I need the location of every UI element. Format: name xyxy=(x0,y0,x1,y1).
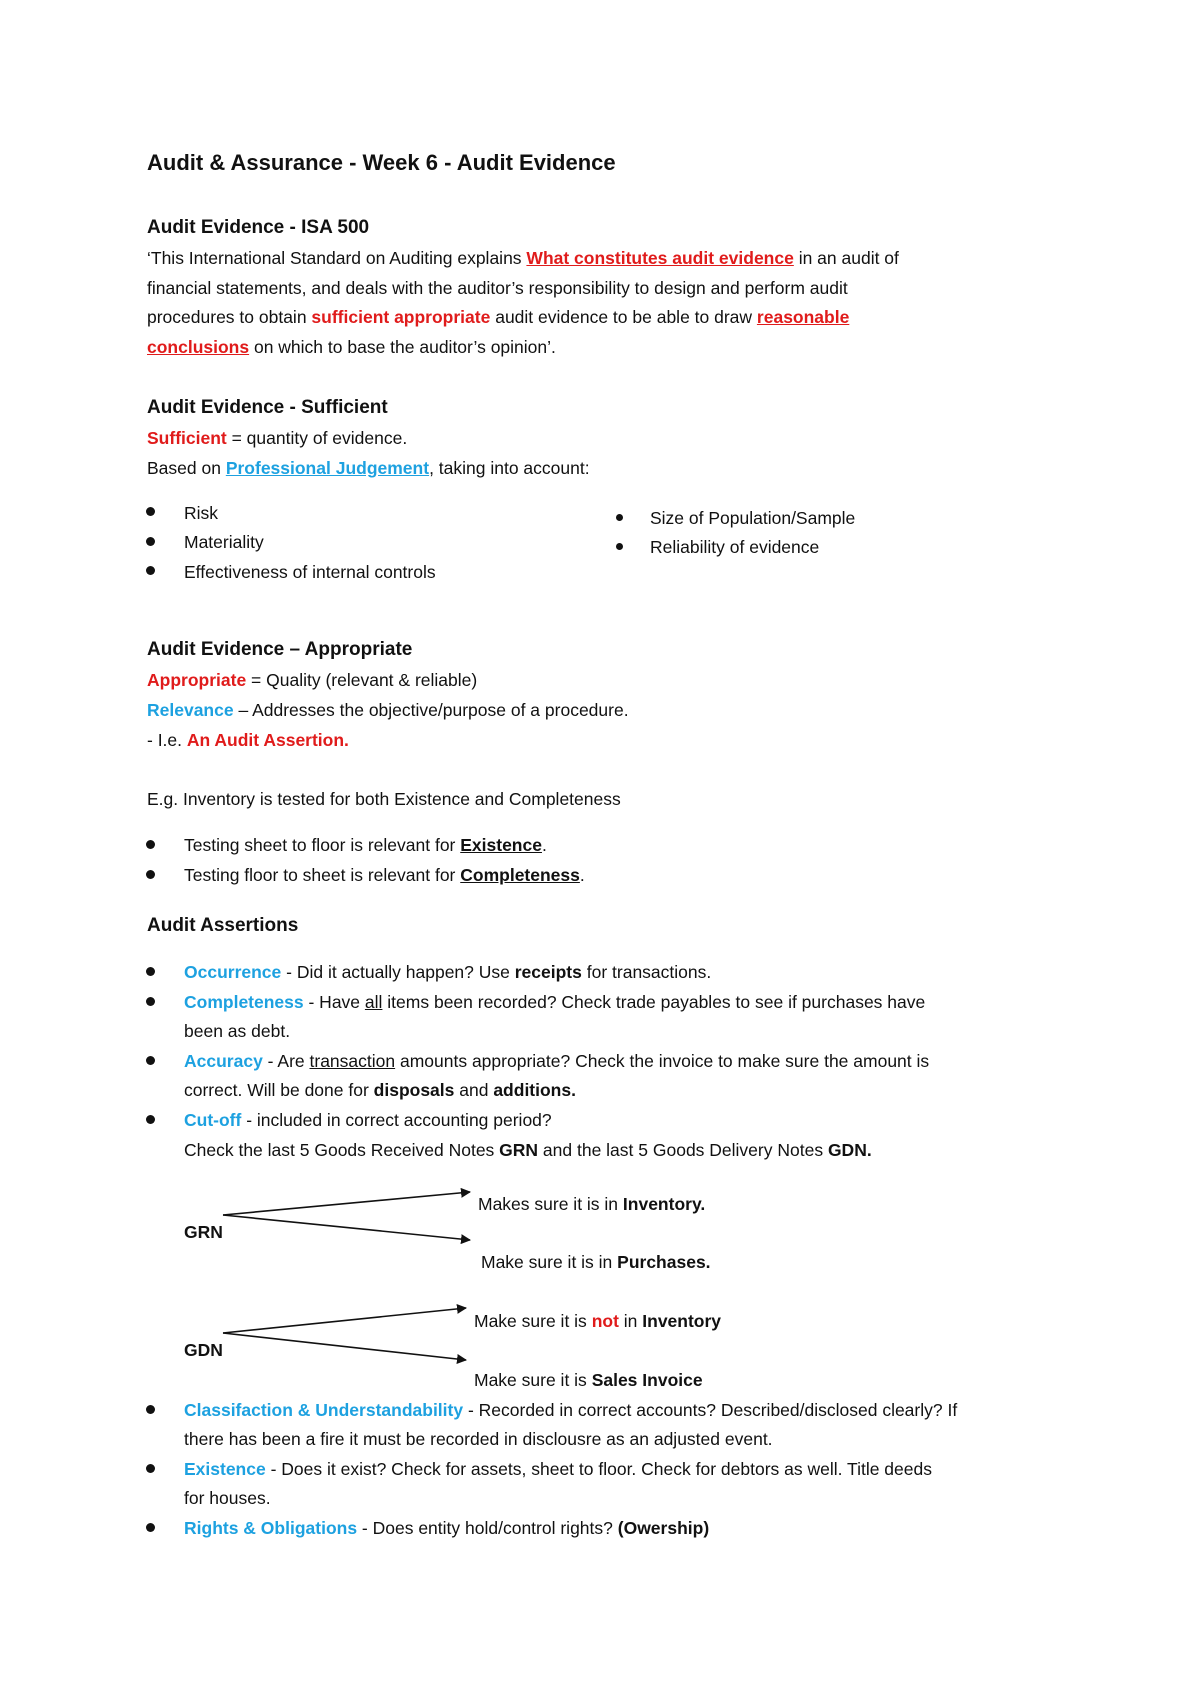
isa-highlight: sufficient appropriate xyxy=(311,307,491,327)
professional-judgement-link: Professional Judgement xyxy=(225,458,430,478)
gdn-sales-note xyxy=(474,1366,703,1396)
grn-inventory-note xyxy=(478,1190,705,1220)
isa-text: audit evidence to be able to draw xyxy=(490,307,757,327)
grn-arrow-bottom xyxy=(223,1215,470,1240)
sufficient-text: Based on xyxy=(147,458,226,478)
assertion-bold: GDN. xyxy=(827,1140,872,1160)
assertion-term: Occurrence xyxy=(184,962,282,982)
factor-reliability: Reliability of evidence xyxy=(650,537,820,557)
isa-highlight: reasonable xyxy=(756,307,850,327)
bullet-icon xyxy=(146,1405,155,1414)
assertion-text: items been recorded? Check trade payables to see if purchases have xyxy=(382,992,926,1012)
assertion-classification-cont: there has been a fire it must be recorded in disclousre as an adjusted event. xyxy=(184,1429,773,1449)
test-text: . xyxy=(579,865,585,885)
relevance-text: – Addresses the objective/purpose of a procedure. xyxy=(233,700,629,720)
assertion-term: Accuracy xyxy=(184,1051,263,1071)
sufficient-text: , taking into account: xyxy=(429,458,590,478)
test-text: Testing sheet to floor is relevant for xyxy=(184,835,461,855)
factor-risk: Risk xyxy=(184,503,219,523)
completeness-term: Completeness xyxy=(460,865,580,885)
assertion-bold: additions. xyxy=(493,1080,576,1100)
bullet-icon xyxy=(146,1523,155,1532)
assertion-existence xyxy=(184,1455,932,1485)
diagram-text: Make sure it is xyxy=(474,1370,592,1390)
grn-purchases-note xyxy=(481,1248,711,1278)
assertions-heading: Audit Assertions xyxy=(147,915,299,936)
relevance-term: Relevance xyxy=(147,700,234,720)
isa-text: ‘This International Standard on Auditing explains xyxy=(147,248,527,268)
assertion-text: and xyxy=(454,1080,494,1100)
isa-highlight: conclusions xyxy=(147,337,250,357)
sufficient-heading: Audit Evidence - Sufficient xyxy=(147,397,388,418)
diagram-bold: Inventory xyxy=(642,1311,722,1331)
audit-assertion-term: An Audit Assertion. xyxy=(186,730,349,750)
assertion-underline: all xyxy=(364,992,383,1012)
assertion-text: - Recorded in correct accounts? Described/disclosed clearly? If xyxy=(463,1400,958,1420)
example-line: E.g. Inventory is tested for both Existence and Completeness xyxy=(147,789,621,809)
assertion-rights-obligations xyxy=(184,1514,709,1544)
bullet-icon xyxy=(146,1464,155,1473)
grn-label: GRN xyxy=(184,1222,223,1242)
assertion-classification xyxy=(184,1396,957,1426)
assertion-text: and the last 5 Goods Delivery Notes xyxy=(538,1140,828,1160)
assertion-term: Classifaction & Understandability xyxy=(184,1400,464,1420)
factor-materiality: Materiality xyxy=(184,532,264,552)
assertion-existence-cont: for houses. xyxy=(184,1488,271,1508)
assertion-text: - Does it exist? Check for assets, sheet to floor. Check for debtors as well. Title deeds xyxy=(265,1459,932,1479)
assertion-bold: GRN xyxy=(499,1140,539,1160)
page-title: Audit & Assurance - Week 6 - Audit Evidence xyxy=(147,150,616,175)
assertion-text: - Did it actually happen? Use xyxy=(281,962,515,982)
gdn-arrow-top xyxy=(223,1308,466,1333)
assertion-underline: transaction xyxy=(309,1051,396,1071)
existence-term: Existence xyxy=(460,835,542,855)
diagram-bold: Inventory. xyxy=(622,1194,706,1214)
assertion-text: Check the last 5 Goods Received Notes xyxy=(184,1140,500,1160)
isa-line-2: financial statements, and deals with the auditor’s responsibility to design and perform audit xyxy=(147,278,848,298)
diagram-text: Make sure it is xyxy=(474,1311,592,1331)
isa-text: on which to base the auditor’s opinion’. xyxy=(249,337,556,357)
sufficient-text: = quantity of evidence. xyxy=(226,428,408,448)
assertion-text: for transactions. xyxy=(581,962,712,982)
assertion-term: Existence xyxy=(184,1459,266,1479)
appropriate-term: Appropriate xyxy=(147,670,247,690)
isa-text: in an audit of xyxy=(793,248,899,268)
assertion-term: Completeness xyxy=(184,992,304,1012)
assertion-text: - included in correct accounting period? xyxy=(241,1110,552,1130)
isa-heading: Audit Evidence - ISA 500 xyxy=(147,217,370,238)
diagram-text: Make sure it is in xyxy=(481,1252,618,1272)
assertion-text: - Does entity hold/control rights? xyxy=(357,1518,618,1538)
assertion-term: Cut-off xyxy=(184,1110,242,1130)
assertion-completeness-cont: been as debt. xyxy=(184,1021,291,1041)
diagram-bold: Purchases. xyxy=(617,1252,711,1272)
diagram-bold: Sales Invoice xyxy=(591,1370,703,1390)
appropriate-text: = Quality (relevant & reliable) xyxy=(246,670,478,690)
diagram-text: in xyxy=(618,1311,643,1331)
appropriate-heading: Audit Evidence – Appropriate xyxy=(147,639,413,660)
assertion-bold: (Owership) xyxy=(617,1518,710,1538)
assertion-text: - Have xyxy=(303,992,365,1012)
test-text: . xyxy=(541,835,547,855)
diagram-red: not xyxy=(591,1311,619,1331)
assertion-bold: disposals xyxy=(373,1080,455,1100)
assertion-text: - Are xyxy=(262,1051,310,1071)
gdn-label: GDN xyxy=(184,1340,223,1360)
ie-text: - I.e. xyxy=(147,730,187,750)
factor-internal-controls: Effectiveness of internal controls xyxy=(184,562,436,582)
gdn-arrow-bottom xyxy=(223,1333,466,1360)
assertion-text: amounts appropriate? Check the invoice to make sure the amount is xyxy=(395,1051,930,1071)
isa-highlight: What constitutes audit evidence xyxy=(526,248,794,268)
assertion-bold: receipts xyxy=(514,962,582,982)
factor-population-size: Size of Population/Sample xyxy=(650,508,856,528)
isa-text: procedures to obtain xyxy=(147,307,312,327)
grn-arrow-top xyxy=(223,1192,470,1215)
sufficient-term: Sufficient xyxy=(147,428,227,448)
assertion-text: correct. Will be done for xyxy=(184,1080,374,1100)
gdn-inventory-note xyxy=(474,1307,721,1337)
assertion-term: Rights & Obligations xyxy=(184,1518,358,1538)
test-text: Testing floor to sheet is relevant for xyxy=(184,865,461,885)
diagram-text: Makes sure it is in xyxy=(478,1194,623,1214)
